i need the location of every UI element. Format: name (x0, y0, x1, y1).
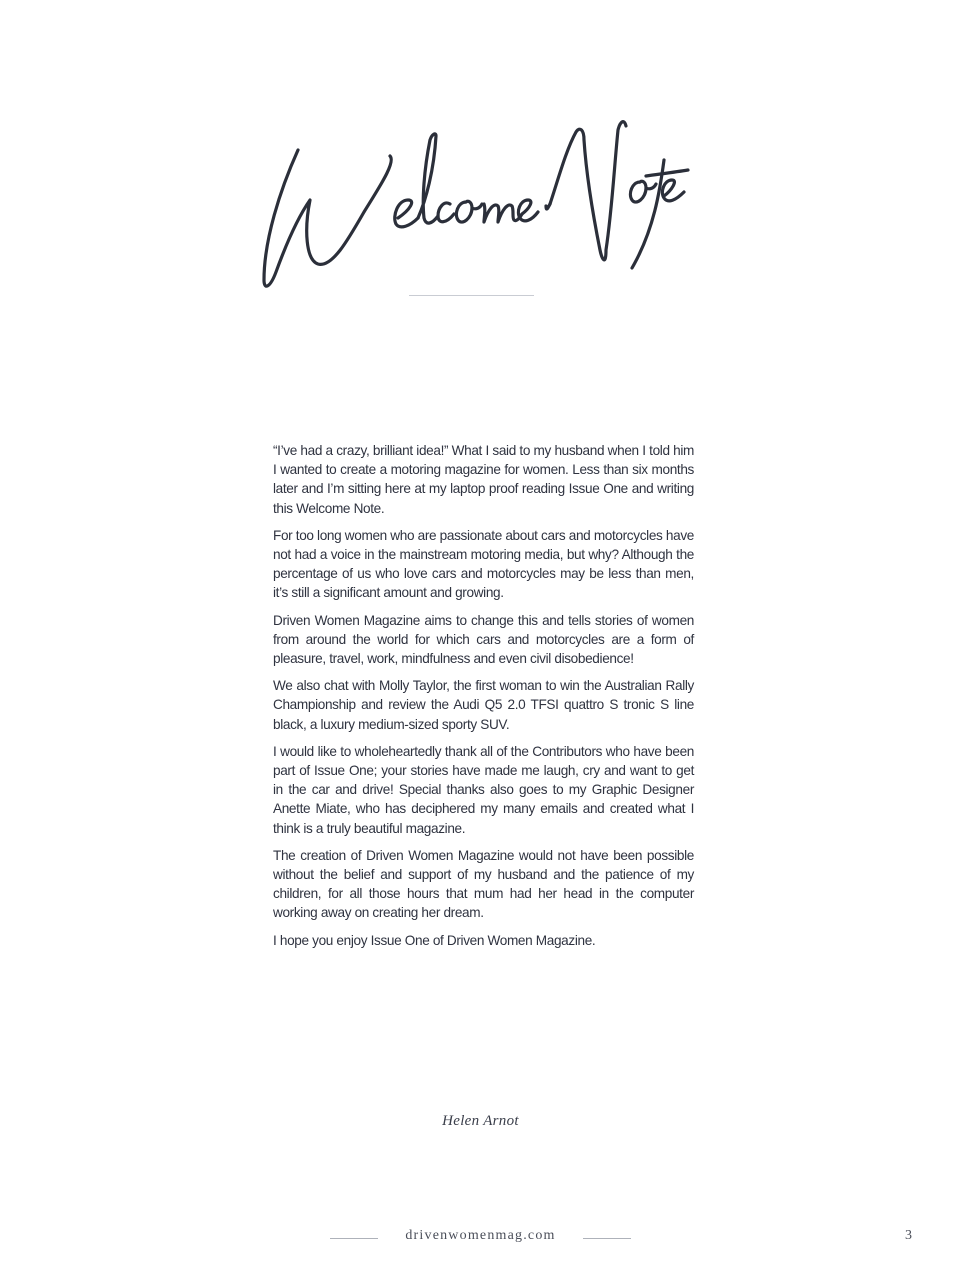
paragraph-5: I would like to wholeheartedly thank all of the Contributors who have been part of Issue One; your stories have made me laugh, cry and want to get in the car and drive! Special thanks also goes to my Graphic Designer Anette Miate, who has deciphered my many emails and created what I think is a truly beautiful magazine. (273, 743, 694, 836)
paragraph-7: I hope you enjoy Issue One of Driven Women Magazine. (273, 932, 596, 948)
footer-rule-left (330, 1238, 378, 1239)
paragraph-2: For too long women who are passionate about cars and motorcycles have not had a voice in the mainstream motoring media, but why? Although the percentage of us who love cars and motorcycles may be less than men, it’s still a significant amount and growing. (273, 527, 694, 601)
author-signature: Helen Arnot (442, 1113, 519, 1129)
paragraph-3: Driven Women Magazine aims to change this and tells stories of women from around the world for which cars and motorcycles are a form of pleasure, travel, work, mindfulness and even civil disobedience! (273, 612, 694, 667)
footer-rule-right (583, 1238, 631, 1239)
page-footer (0, 1228, 961, 1248)
welcome-note-script-title (240, 100, 720, 300)
letter-body (273, 441, 694, 958)
title-divider (409, 295, 534, 296)
paragraph-6: The creation of Driven Women Magazine would not have been possible without the belief and support of my husband and the patience of my children, for all those hours that mum had her head in the computer working away on creating her dream. (273, 847, 694, 921)
paragraph-1: “I’ve had a crazy, brilliant idea!” What I said to my husband when I told him I wanted to create a motoring magazine for women. Less than six months later and I’m sitting here at my laptop proof reading Issue One and writing this Welcome Note. (273, 443, 694, 516)
page-title (240, 100, 720, 300)
page-number: 3 (905, 1228, 912, 1243)
footer-website-link[interactable]: drivenwomenmag.com (405, 1228, 556, 1243)
paragraph-4: We also chat with Molly Taylor, the first woman to win the Australian Rally Championship and review the Audi Q5 2.0 TFSI quattro S tronic S line black, a luxury medium-sized sporty SUV. (273, 678, 694, 732)
